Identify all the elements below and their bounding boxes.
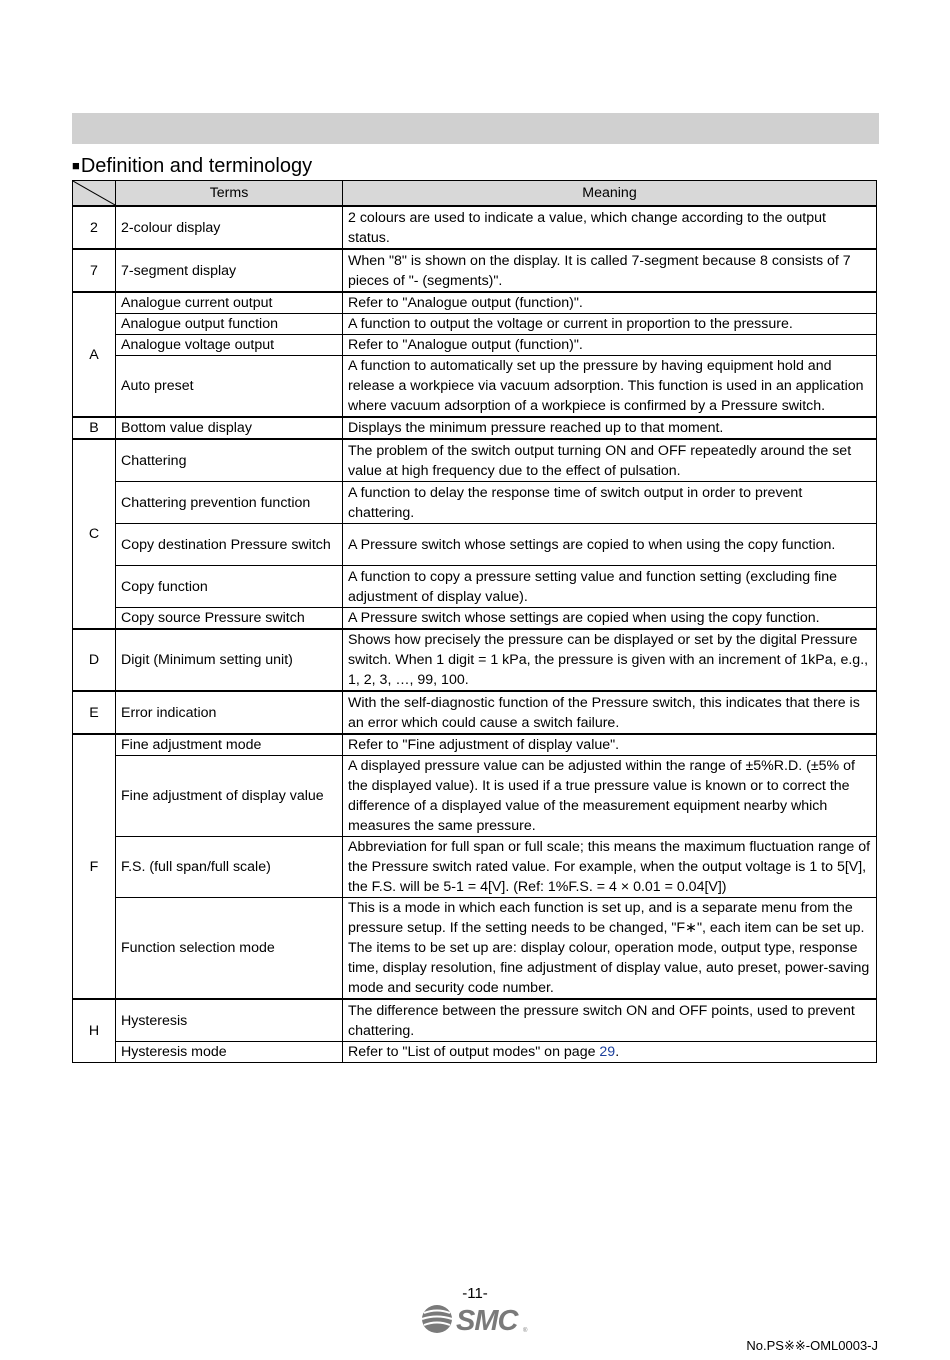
term-cell: Hysteresis mode bbox=[116, 1042, 343, 1063]
term-cell: Chattering bbox=[116, 439, 343, 482]
index-letter: 7 bbox=[73, 249, 116, 292]
terminology-table bbox=[72, 180, 877, 1063]
table-row bbox=[73, 629, 877, 691]
index-letter: F bbox=[73, 734, 116, 999]
term-cell: Copy function bbox=[116, 566, 343, 608]
meaning-cell: A function to output the voltage or current in proportion to the pressure. bbox=[343, 314, 877, 335]
term-cell: Digit (Minimum setting unit) bbox=[116, 629, 343, 691]
svg-text:®: ® bbox=[523, 1328, 528, 1334]
meaning-text: Refer to "List of output modes" on page bbox=[348, 1044, 600, 1060]
table-row bbox=[73, 314, 877, 335]
table-row bbox=[73, 206, 877, 249]
page-link[interactable]: 29 bbox=[599, 1044, 616, 1060]
table-row bbox=[73, 756, 877, 837]
table-row bbox=[73, 999, 877, 1042]
table-row bbox=[73, 417, 877, 439]
meaning-cell bbox=[343, 1042, 877, 1063]
index-letter: C bbox=[73, 439, 116, 629]
meaning-cell: Refer to "Fine adjustment of display value". bbox=[343, 734, 877, 756]
meaning-text-end: . bbox=[615, 1044, 620, 1060]
meaning-cell: A Pressure switch whose settings are copied when using the copy function. bbox=[343, 608, 877, 630]
meaning-cell: With the self-diagnostic function of the Pressure switch, this indicates that there is an error which could cause a switch failure. bbox=[343, 691, 877, 734]
table-row bbox=[73, 524, 877, 566]
header-band bbox=[72, 113, 879, 144]
meaning-cell: The problem of the switch output turning ON and OFF repeatedly around the set value at high frequency due to the effect of pulsation. bbox=[343, 439, 877, 482]
table-header-row bbox=[73, 181, 877, 207]
meaning-cell: A function to copy a pressure setting value and function setting (excluding fine adjustment of display value). bbox=[343, 566, 877, 608]
page-number: -11- bbox=[462, 1285, 488, 1302]
index-letter: 2 bbox=[73, 206, 116, 249]
meaning-cell: Shows how precisely the pressure can be displayed or set by the digital Pressure switch. When 1 digit = 1 kPa, the pressure is given with an increment of 1kPa, e.g., 1, 2, 3, …, 99, 100. bbox=[343, 629, 877, 691]
meaning-cell: A Pressure switch whose settings are copied to when using the copy function. bbox=[343, 524, 877, 566]
smc-globe-icon bbox=[422, 1305, 452, 1333]
term-cell: Analogue output function bbox=[116, 314, 343, 335]
term-cell: Analogue voltage output bbox=[116, 335, 343, 356]
term-cell: Analogue current output bbox=[116, 292, 343, 314]
square-bullet-icon: ■ bbox=[72, 158, 80, 173]
meaning-cell: A displayed pressure value can be adjusted within the range of ±5%R.D. (±5% of the displayed value). It is used if a true pressure value is known or to correct the difference of a displayed value of the measurement equipment nearby which measures the same pressure. bbox=[343, 756, 877, 837]
term-cell: Error indication bbox=[116, 691, 343, 734]
term-cell: Copy destination Pressure switch bbox=[116, 524, 343, 566]
table-row bbox=[73, 439, 877, 482]
smc-logo bbox=[420, 1302, 530, 1336]
table-row bbox=[73, 608, 877, 630]
index-letter: A bbox=[73, 292, 116, 417]
table-row bbox=[73, 734, 877, 756]
corner-cell bbox=[73, 181, 116, 207]
term-cell: Function selection mode bbox=[116, 898, 343, 1000]
table-row bbox=[73, 482, 877, 524]
index-letter: H bbox=[73, 999, 116, 1063]
diagonal-line bbox=[73, 181, 115, 205]
smc-logo-text: SMC bbox=[456, 1305, 518, 1336]
table-row bbox=[73, 292, 877, 314]
table-row bbox=[73, 837, 877, 898]
section-title: Definition and terminology bbox=[80, 155, 313, 177]
meaning-cell: Refer to "Analogue output (function)". bbox=[343, 335, 877, 356]
meaning-cell: Displays the minimum pressure reached up to that moment. bbox=[343, 417, 877, 439]
document-number: No.PS※※-OML0003-J bbox=[746, 1338, 878, 1353]
meaning-cell: Refer to "Analogue output (function)". bbox=[343, 292, 877, 314]
meaning-cell: Abbreviation for full span or full scale; this means the maximum fluctuation range of the Pressure switch rated value. For example, when the output voltage is 1 to 5[V], the F.S. will be 5-1 = 4[V]. (Ref: 1%F.S. = 4 × 0.01 = 0.04[V]) bbox=[343, 837, 877, 898]
term-cell: F.S. (full span/full scale) bbox=[116, 837, 343, 898]
term-cell: Bottom value display bbox=[116, 417, 343, 439]
meaning-cell: A function to delay the response time of switch output in order to prevent chattering. bbox=[343, 482, 877, 524]
terms-header: Terms bbox=[116, 181, 343, 207]
term-cell: Fine adjustment mode bbox=[116, 734, 343, 756]
meaning-cell: When "8" is shown on the display. It is called 7-segment because 8 consists of 7 pieces of "- (segments)". bbox=[343, 249, 877, 292]
table-row bbox=[73, 249, 877, 292]
section-heading bbox=[72, 154, 312, 178]
table-row bbox=[73, 356, 877, 418]
table-row bbox=[73, 1042, 877, 1063]
term-cell: Copy source Pressure switch bbox=[116, 608, 343, 630]
table-row bbox=[73, 691, 877, 734]
index-letter: B bbox=[73, 417, 116, 439]
term-cell: 2-colour display bbox=[116, 206, 343, 249]
meaning-cell: This is a mode in which each function is set up, and is a separate menu from the pressure setup. If the setting needs to be changed, "F∗", each item can be set up. The items to be set up are: display colour, operation mode, output type, response time, display resolution, fine adjustment of display value, auto preset, power-saving mode and security code number. bbox=[343, 898, 877, 1000]
meaning-cell: The difference between the pressure switch ON and OFF points, used to prevent chattering. bbox=[343, 999, 877, 1042]
term-cell: 7-segment display bbox=[116, 249, 343, 292]
term-cell: Auto preset bbox=[116, 356, 343, 418]
term-cell: Fine adjustment of display value bbox=[116, 756, 343, 837]
meaning-cell: A function to automatically set up the pressure by having equipment hold and release a workpiece via vacuum adsorption. This function is used in an application where vacuum adsorption of a workpiece is confirmed by a Pressure switch. bbox=[343, 356, 877, 418]
meaning-cell: 2 colours are used to indicate a value, which change according to the output status. bbox=[343, 206, 877, 249]
index-letter: E bbox=[73, 691, 116, 734]
index-letter: D bbox=[73, 629, 116, 691]
table-row bbox=[73, 566, 877, 608]
term-cell: Chattering prevention function bbox=[116, 482, 343, 524]
term-cell: Hysteresis bbox=[116, 999, 343, 1042]
meaning-header: Meaning bbox=[343, 181, 877, 207]
table-row bbox=[73, 898, 877, 1000]
table-row bbox=[73, 335, 877, 356]
